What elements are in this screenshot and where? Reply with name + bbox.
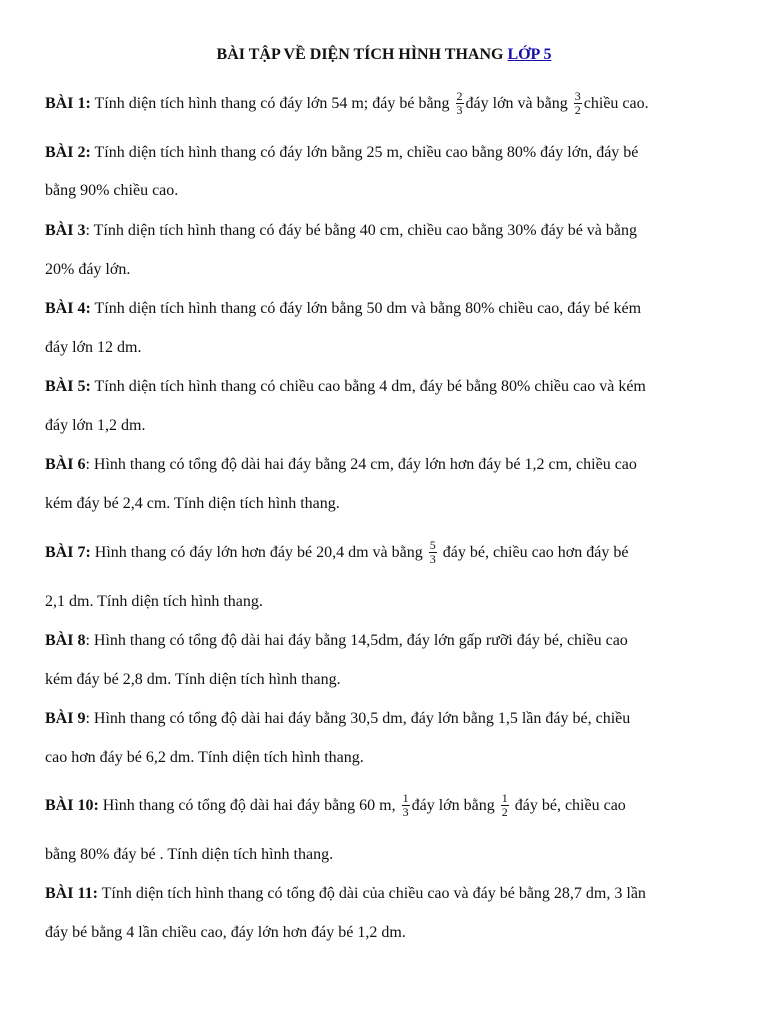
exercise-7-text-a: Hình thang có đáy lớn hơn đáy bé 20,4 dm và bằng: [90, 544, 427, 562]
fraction-numerator: 2: [456, 89, 463, 103]
exercise-5-line-2: đáy lớn 1,2 dm.: [45, 417, 146, 434]
exercise-5-label: BÀI 5:: [45, 378, 91, 395]
exercise-6-line-2: kém đáy bé 2,4 cm. Tính diện tích hình thang.: [45, 495, 340, 512]
exercise-4-line-1: [45, 298, 641, 320]
exercise-11-label: BÀI 11:: [45, 885, 98, 902]
exercise-11-line-2: đáy bé bằng 4 lần chiều cao, đáy lớn hơn đáy bé 1,2 dm.: [45, 924, 406, 941]
fraction-numerator: 1: [402, 791, 409, 805]
exercise-6-label: BÀI 6: [45, 456, 86, 473]
exercise-1-line-1: [45, 91, 649, 118]
exercise-10-label: BÀI 10:: [45, 797, 99, 815]
exercise-1-text-c: chiều cao.: [583, 95, 649, 113]
exercise-7-line-2: 2,1 dm. Tính diện tích hình thang.: [45, 593, 263, 610]
exercise-9-text: : Hình thang có tổng độ dài hai đáy bằng 30,5 dm, đáy lớn bằng 1,5 lần đáy bé, chiều: [85, 710, 631, 727]
exercise-9-line-1: [45, 708, 630, 730]
exercise-6-text: : Hình thang có tổng độ dài hai đáy bằng 24 cm, đáy lớn hơn đáy bé 1,2 cm, chiều cao: [85, 456, 637, 473]
exercise-4-text: Tính diện tích hình thang có đáy lớn bằng 50 dm và bằng 80% chiều cao, đáy bé kém: [90, 300, 642, 317]
exercise-3-line-2: 20% đáy lớn.: [45, 261, 131, 278]
exercise-10-text-c: đáy bé, chiều cao: [510, 797, 626, 815]
fraction-1-3: [402, 792, 410, 819]
exercise-8-line-2: kém đáy bé 2,8 dm. Tính diện tích hình thang.: [45, 671, 341, 688]
exercise-2-line-2: bằng 90% chiều cao.: [45, 182, 179, 199]
exercise-2-line-1: [45, 142, 638, 164]
fraction-1-2: [501, 792, 509, 819]
exercise-5-text: Tính diện tích hình thang có chiều cao bằng 4 dm, đáy bé bằng 80% chiều cao và kém: [90, 378, 646, 395]
fraction-denominator: 2: [574, 103, 581, 117]
exercise-3-label: BÀI 3: [45, 222, 86, 239]
exercise-1-text-a: Tính diện tích hình thang có đáy lớn 54 m; đáy bé bằng: [90, 95, 454, 113]
exercise-11-text: Tính diện tích hình thang có tổng độ dài của chiều cao và đáy bé bằng 28,7 dm, 3 lần: [97, 885, 646, 902]
exercise-7-text-b: đáy bé, chiều cao hơn đáy bé: [438, 544, 629, 562]
exercise-4-line-2: đáy lớn 12 dm.: [45, 339, 142, 356]
fraction-numerator: 3: [574, 89, 581, 103]
exercise-11-line-1: [45, 883, 646, 905]
fraction-denominator: 3: [456, 103, 463, 117]
exercise-2-text: Tính diện tích hình thang có đáy lớn bằng 25 m, chiều cao bằng 80% đáy lớn, đáy bé: [90, 144, 639, 161]
exercise-2-label: BÀI 2:: [45, 144, 91, 161]
exercise-8-label: BÀI 8: [45, 632, 86, 649]
title-text: BÀI TẬP VỀ DIỆN TÍCH HÌNH THANG: [216, 46, 508, 63]
exercise-1-label: BÀI 1:: [45, 95, 91, 113]
fraction-denominator: 3: [429, 552, 436, 566]
exercise-4-label: BÀI 4:: [45, 300, 91, 317]
exercise-10-line-1: [45, 793, 626, 820]
page-title: [0, 44, 768, 66]
exercise-10-line-2: bằng 80% đáy bé . Tính diện tích hình thang.: [45, 846, 334, 863]
exercise-10-text-a: Hình thang có tổng độ dài hai đáy bằng 60 m,: [98, 797, 400, 815]
fraction-denominator: 3: [402, 805, 409, 819]
exercise-3-line-1: [45, 220, 637, 242]
exercise-10-text-b: đáy lớn bằng: [411, 797, 499, 815]
exercise-1-text-b: đáy lớn và bằng: [465, 95, 572, 113]
exercise-3-text: : Tính diện tích hình thang có đáy bé bằng 40 cm, chiều cao bằng 30% đáy bé và bằng: [85, 222, 637, 239]
exercise-8-text: : Hình thang có tổng độ dài hai đáy bằng 14,5dm, đáy lớn gấp rưỡi đáy bé, chiều cao: [85, 632, 628, 649]
exercise-6-line-1: [45, 454, 637, 476]
fraction-denominator: 2: [501, 805, 508, 819]
exercise-7-label: BÀI 7:: [45, 544, 91, 562]
exercise-9-line-2: cao hơn đáy bé 6,2 dm. Tính diện tích hình thang.: [45, 749, 364, 766]
exercise-9-label: BÀI 9: [45, 710, 86, 727]
grade-link[interactable]: LỚP 5: [507, 46, 552, 63]
fraction-numerator: 1: [501, 791, 508, 805]
exercise-7-line-1: [45, 540, 628, 567]
fraction-5-3: [429, 539, 437, 566]
fraction-numerator: 5: [429, 538, 436, 552]
fraction-3-2: [574, 90, 582, 117]
fraction-2-3: [456, 90, 464, 117]
exercise-8-line-1: [45, 630, 628, 652]
exercise-5-line-1: [45, 376, 646, 398]
